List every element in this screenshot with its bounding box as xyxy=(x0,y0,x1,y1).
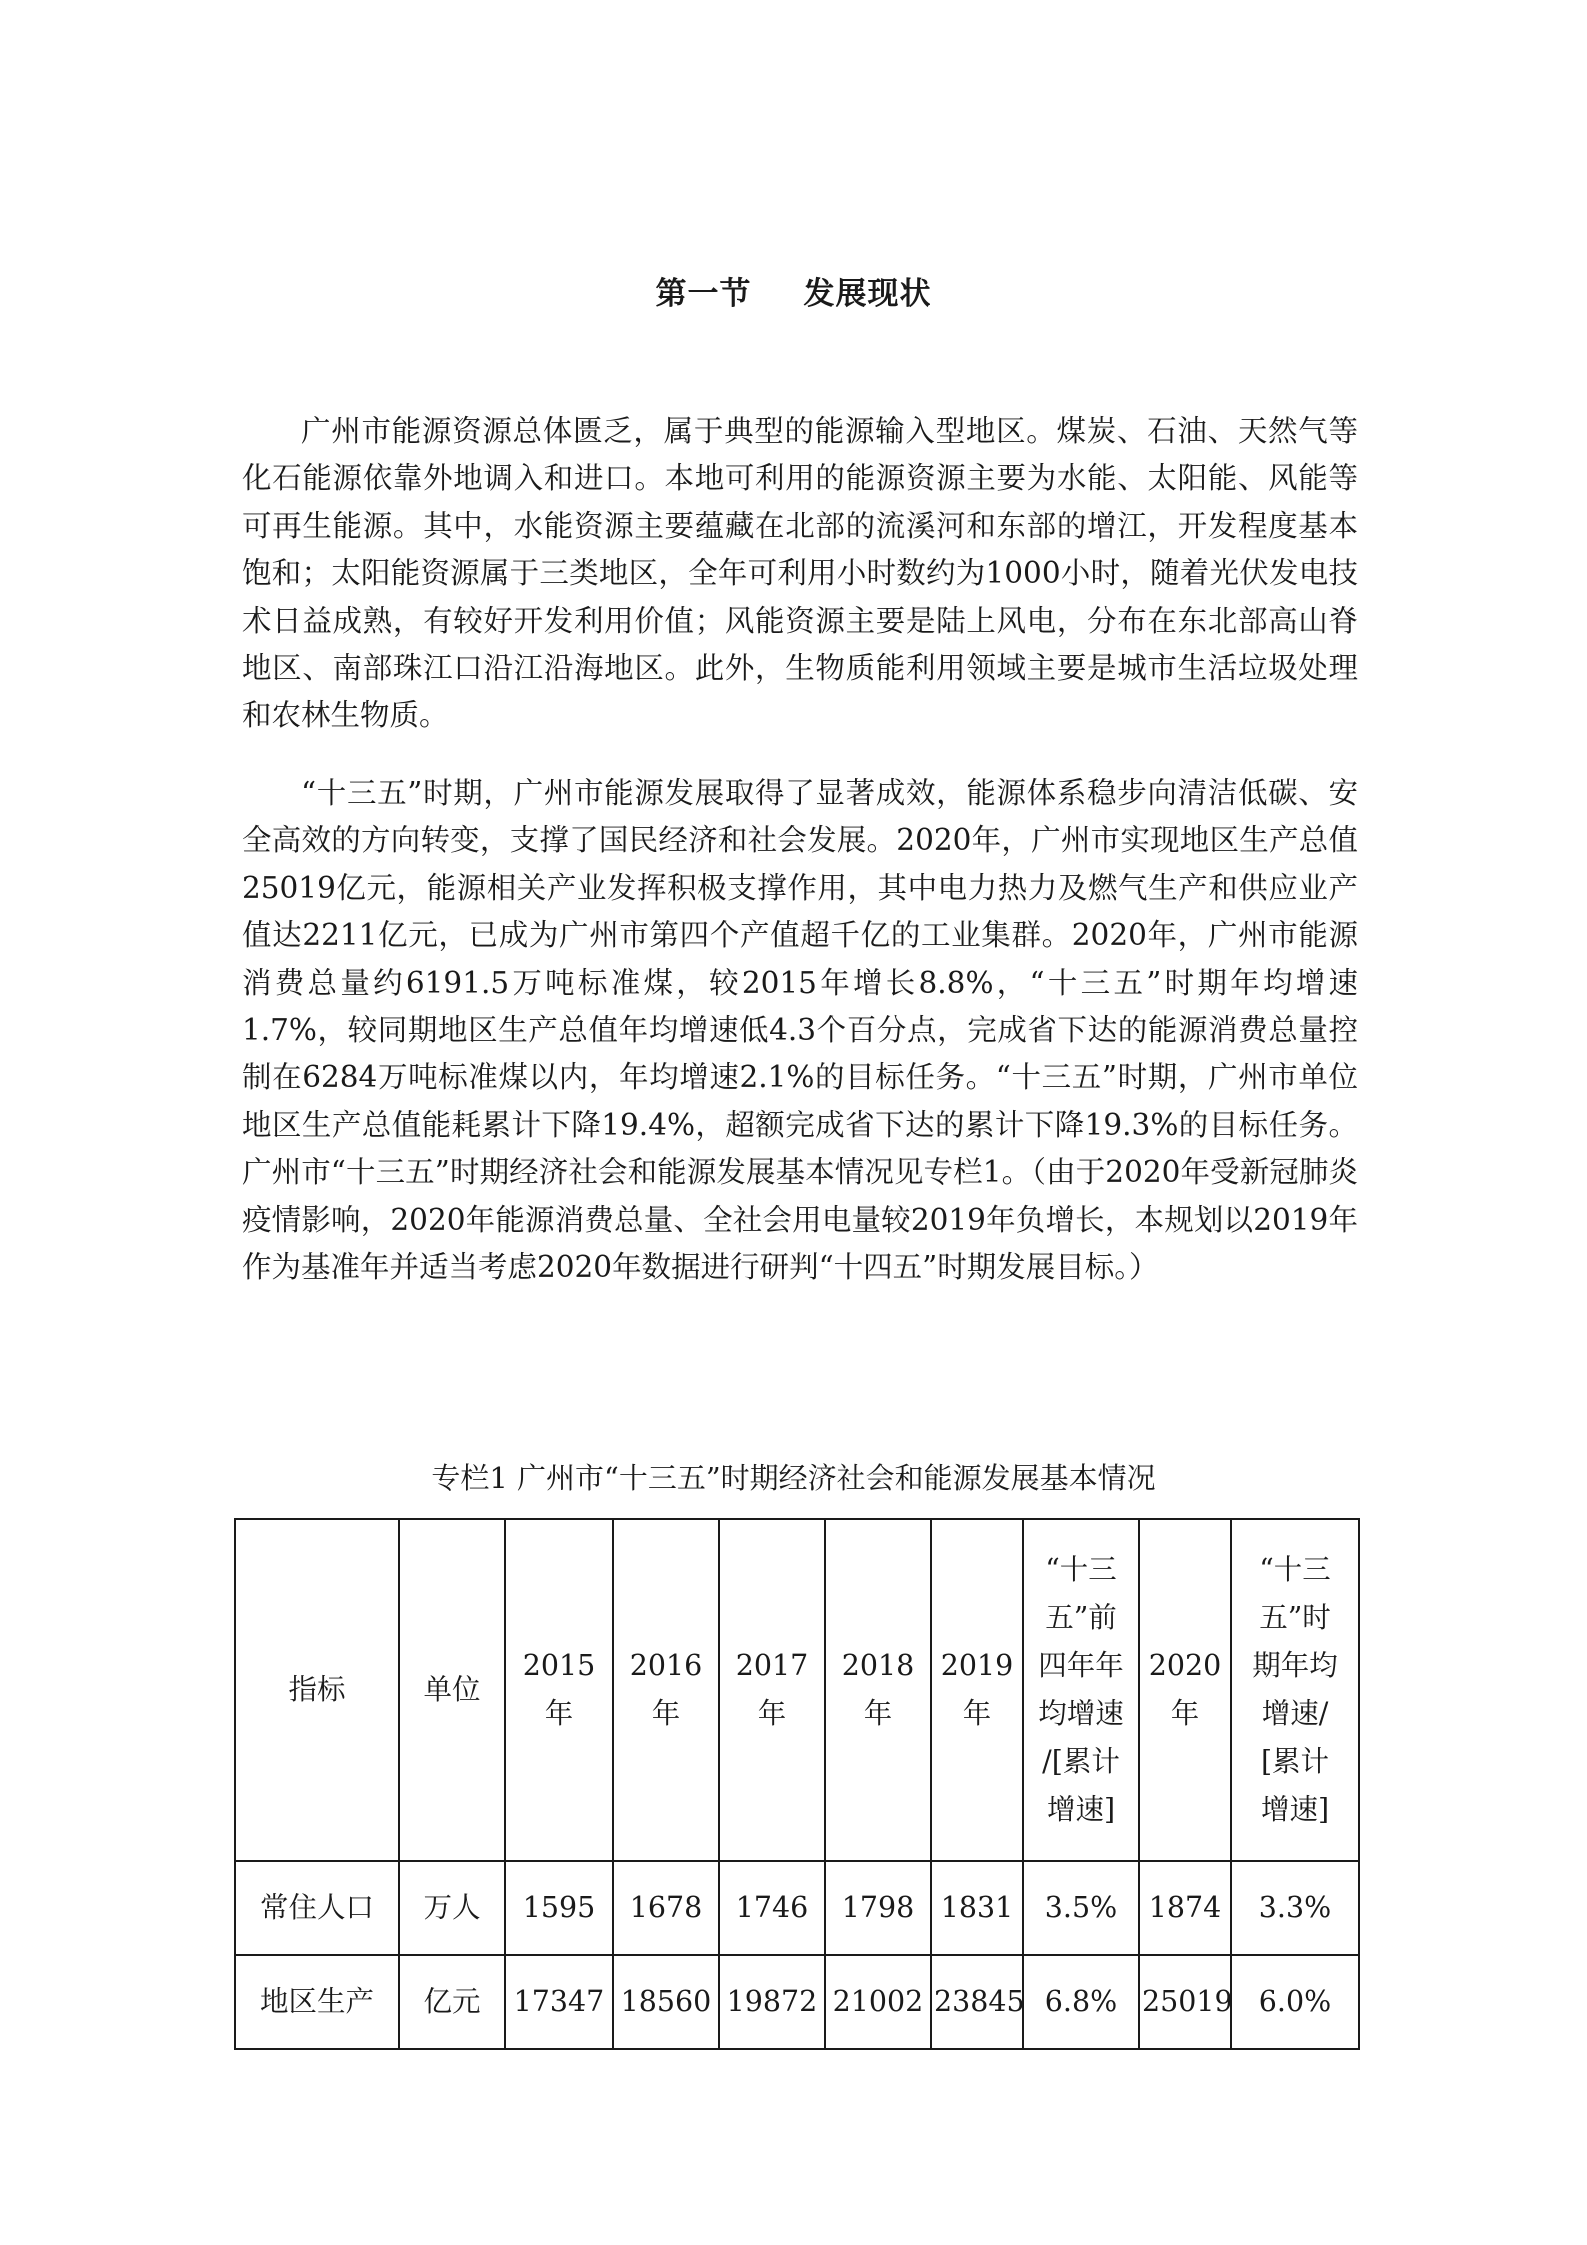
header-growth-4yr-line5: /[累计 xyxy=(1042,1745,1120,1778)
cell-value-2019: 23845 xyxy=(931,1955,1023,2049)
cell-growth-4yr: 6.8% xyxy=(1023,1955,1139,2049)
cell-growth-13th: 3.3% xyxy=(1231,1861,1359,1955)
header-year-2018-line1: 2018 xyxy=(841,1649,915,1682)
section-title xyxy=(0,268,1587,313)
header-growth-4yr-line1: “十三 xyxy=(1045,1553,1117,1586)
header-year-2016-line2: 年 xyxy=(651,1697,681,1730)
cell-indicator: 地区生产 xyxy=(235,1955,399,2049)
cell-value-2016: 18560 xyxy=(613,1955,719,2049)
cell-value-2019: 1831 xyxy=(931,1861,1023,1955)
header-growth-first-four-years xyxy=(1023,1519,1139,1861)
header-year-2020-line1: 2020 xyxy=(1148,1649,1222,1682)
paragraph-13th-five-year-achievements: “十三五”时期，广州市能源发展取得了显著成效，能源体系稳步向清洁低碳、安全高效的方向转变，支撑了国民经济和社会发展。2020年，广州市实现地区生产总值25019亿元，能源相关产业发挥积极支撑作用，其中电力热力及燃气生产和供应业产值达2211亿元，已成为广州市第四个产值超千亿的工业集群。2020年，广州市能源消费总量约6191.5万吨标准煤，较2015年增长8.8%，“十三五”时期年均增速1.7%，较同期地区生产总值年均增速低4.3个百分点，完成省下达的能源消费总量控制在6284万吨标准煤以内，年均增速2.1%的目标任务。“十三五”时期，广州市单位地区生产总值能耗累计下降19.4%，超额完成省下达的累计下降19.3%的目标任务。广州市“十三五”时期经济社会和能源发展基本情况见专栏1。（由于2020年受新冠肺炎疫情影响，2020年能源消费总量、全社会用电量较2019年负增长，本规划以2019年作为基准年并适当考虑2020年数据进行研判“十四五”时期发展目标。） xyxy=(242,776,1358,1285)
cell-value-2016: 1678 xyxy=(613,1861,719,1955)
header-growth-4yr-line2: 五”前 xyxy=(1045,1601,1117,1634)
header-growth-13th-line2: 五”时 xyxy=(1259,1601,1331,1634)
header-year-2020 xyxy=(1139,1519,1231,1861)
header-year-2018-line2: 年 xyxy=(863,1697,893,1730)
cell-growth-13th: 6.0% xyxy=(1231,1955,1359,2049)
header-year-2015-line1: 2015 xyxy=(522,1649,596,1682)
cell-indicator: 常住人口 xyxy=(235,1861,399,1955)
header-year-2018 xyxy=(825,1519,931,1861)
header-indicator: 指标 xyxy=(235,1519,399,1861)
header-unit: 单位 xyxy=(399,1519,505,1861)
cell-value-2015: 17347 xyxy=(505,1955,613,2049)
header-growth-4yr-line3: 四年年 xyxy=(1038,1649,1124,1682)
table-row-population xyxy=(235,1861,1359,1955)
header-year-2020-line2: 年 xyxy=(1170,1697,1200,1730)
paragraph-energy-resources: 广州市能源资源总体匮乏，属于典型的能源输入型地区。煤炭、石油、天然气等化石能源依靠外地调入和进口。本地可利用的能源资源主要为水能、太阳能、风能等可再生能源。其中，水能资源主要蕴藏在北部的流溪河和东部的增江，开发程度基本饱和；太阳能资源属于三类地区，全年可利用小时数约为1000小时，随着光伏发电技术日益成熟，有较好开发利用价值；风能资源主要是陆上风电，分布在东北部高山脊地区、南部珠江口沿江沿海地区。此外，生物质能利用领域主要是城市生活垃圾处理和农林生物质。 xyxy=(242,414,1358,733)
header-growth-13th-line1: “十三 xyxy=(1259,1553,1331,1586)
header-year-2017-line1: 2017 xyxy=(735,1649,809,1682)
header-year-2019-line2: 年 xyxy=(962,1697,992,1730)
development-stats-table xyxy=(234,1518,1360,2050)
header-growth-13th-line4: 增速/ xyxy=(1261,1697,1329,1730)
header-growth-4yr-line4: 均增速 xyxy=(1038,1697,1124,1730)
table-header-row xyxy=(235,1519,1359,1861)
cell-value-2017: 19872 xyxy=(719,1955,825,2049)
cell-value-2020: 1874 xyxy=(1139,1861,1231,1955)
cell-value-2015: 1595 xyxy=(505,1861,613,1955)
header-growth-13th-line6: 增速] xyxy=(1260,1793,1330,1826)
cell-value-2018: 1798 xyxy=(825,1861,931,1955)
section-number: 第一节 xyxy=(655,276,752,312)
cell-value-2018: 21002 xyxy=(825,1955,931,2049)
header-year-2016 xyxy=(613,1519,719,1861)
header-year-2017 xyxy=(719,1519,825,1861)
header-year-2019-line1: 2019 xyxy=(940,1649,1014,1682)
header-growth-13th-line5: [累计 xyxy=(1260,1745,1330,1778)
cell-value-2020: 25019 xyxy=(1139,1955,1231,2049)
cell-growth-4yr: 3.5% xyxy=(1023,1861,1139,1955)
header-growth-4yr-line6: 增速] xyxy=(1046,1793,1116,1826)
section-heading-text: 发展现状 xyxy=(803,276,932,312)
header-year-2015 xyxy=(505,1519,613,1861)
header-year-2016-line1: 2016 xyxy=(629,1649,703,1682)
header-growth-13th-line3: 期年均 xyxy=(1252,1649,1338,1682)
header-year-2017-line2: 年 xyxy=(757,1697,787,1730)
header-growth-13th-period xyxy=(1231,1519,1359,1861)
header-year-2015-line2: 年 xyxy=(544,1697,574,1730)
table-caption: 专栏1 广州市“十三五”时期经济社会和能源发展基本情况 xyxy=(431,1461,1156,1495)
cell-unit: 亿元 xyxy=(399,1955,505,2049)
header-year-2019 xyxy=(931,1519,1023,1861)
cell-value-2017: 1746 xyxy=(719,1861,825,1955)
cell-unit: 万人 xyxy=(399,1861,505,1955)
table-row-gdp xyxy=(235,1955,1359,2049)
